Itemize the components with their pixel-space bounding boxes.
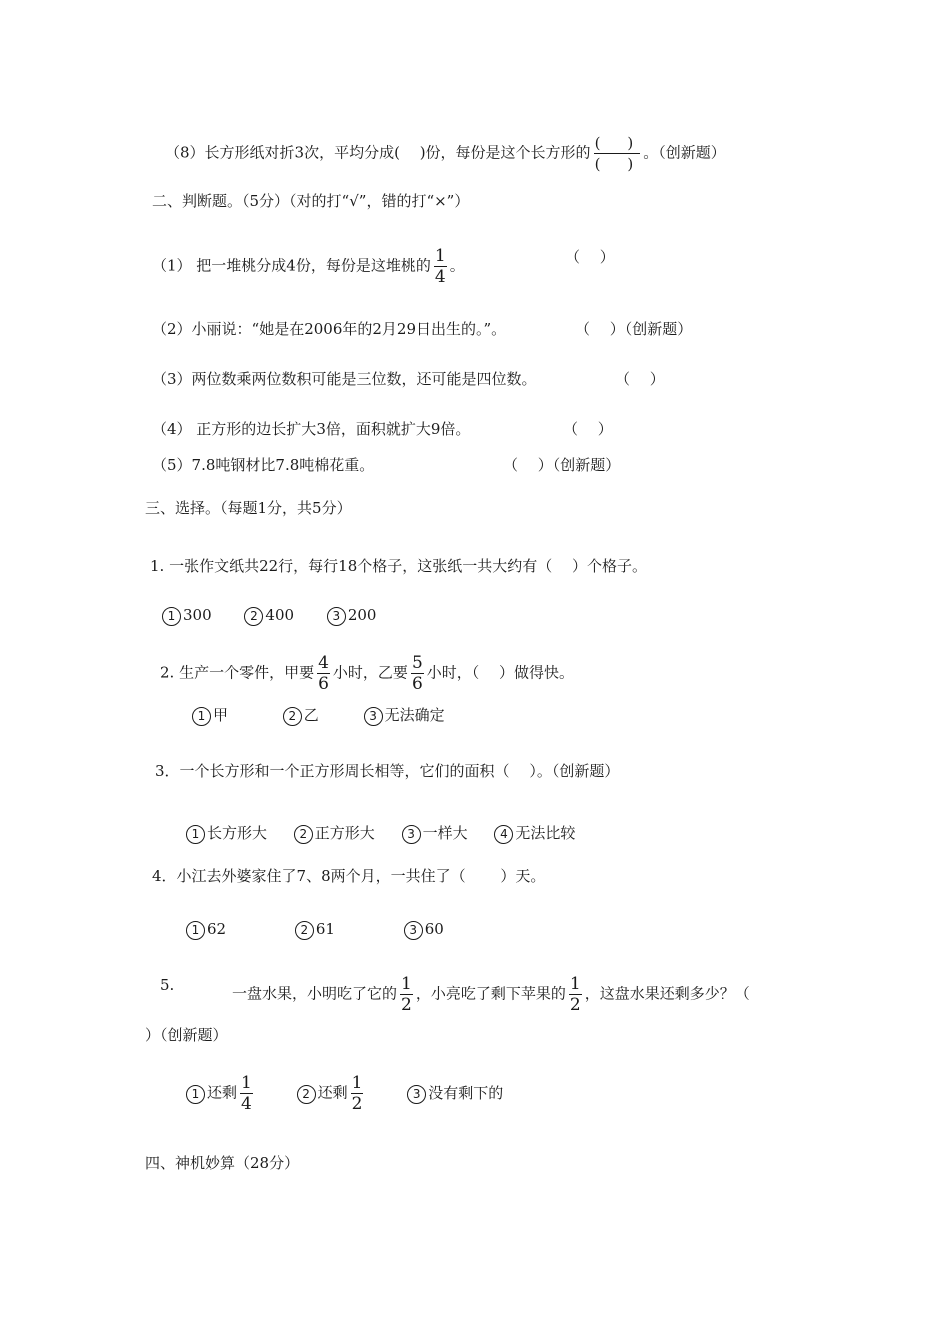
q8-text: （8）长方形纸对折3次，平均分成( )份，每份是这个长方形的: [165, 143, 591, 162]
section4-title: 四、神机妙算（28分）: [145, 1154, 300, 1172]
circle-number-icon: 3: [407, 1085, 426, 1104]
option[interactable]: 3 60: [404, 919, 444, 940]
option[interactable]: 3 无法确定: [364, 705, 445, 726]
choice-q5: 一盘水果，小明吃了它的 $\frac{1}{2}$ ，小亮吃了剩下苹果的 $\frac{1}{2}$ ，这盘水果还剩多少？（: [232, 974, 750, 1015]
circle-number-icon: 4: [494, 825, 513, 844]
section2-title: 二、判断题。（5分）（对的打“√”，错的打“×”）: [152, 192, 470, 210]
circle-number-icon: 1: [162, 607, 181, 626]
q8-tail: 。（创新题）: [643, 143, 726, 162]
judge-answer-1[interactable]: （ ）: [565, 248, 615, 266]
q5-fraction-a: $\frac{1}{2}$: [401, 974, 412, 1015]
question-8: [165, 134, 726, 173]
q2-fraction-a: $\frac{4}{6}$: [318, 653, 329, 694]
circle-number-icon: 1: [186, 825, 205, 844]
choice-q5-continued: ）（创新题）: [145, 1026, 228, 1044]
choice-q2-options: [192, 705, 473, 726]
q5-fraction-b: $\frac{1}{2}$: [569, 974, 581, 1015]
judge-1-fraction: $\frac{1}{4}$: [434, 246, 446, 287]
circle-number-icon: 3: [404, 921, 423, 940]
judge-answer-3[interactable]: （ ）: [615, 370, 665, 388]
judge-item-1: （1） 把一堆桃分成4份，每份是这堆桃的 $\frac{1}{4}$ 。: [152, 246, 465, 287]
judge-answer-5[interactable]: （ ）（创新题）: [503, 456, 621, 474]
choice-q3-options: [186, 823, 603, 844]
q2-fraction-b: $\frac{5}{6}$: [411, 653, 423, 694]
option[interactable]: 3 200: [327, 605, 377, 626]
circle-number-icon: 3: [364, 707, 383, 726]
option[interactable]: 1 还剩 $\frac{1}{4}$: [186, 1074, 256, 1113]
circle-number-icon: 1: [186, 1085, 205, 1104]
judge-item-5: （5）7.8吨钢材比7.8吨棉花重。: [152, 456, 375, 474]
option[interactable]: 2 乙: [283, 705, 319, 726]
option[interactable]: 2 还剩 $\frac{1}{2}$: [297, 1074, 367, 1113]
circle-number-icon: 3: [402, 825, 421, 844]
judge-answer-4[interactable]: （ ）: [563, 420, 613, 438]
choice-q2: 2. 生产一个零件，甲要 $\frac{4}{6}$ 小时，乙要 $\frac{5}{6}$ 小时，（ ）做得快。: [160, 653, 575, 694]
judge-answer-2[interactable]: （ ）（创新题）: [575, 320, 693, 338]
judge-item-3: （3）两位数乘两位数积可能是三位数，还可能是四位数。: [152, 370, 537, 388]
circle-number-icon: 1: [192, 707, 211, 726]
choice-q5-options: [186, 1074, 531, 1113]
section3-title: 三、选择。（每题1分，共5分）: [145, 499, 352, 517]
q8-fraction: $\frac{( )}{( )}$: [594, 134, 640, 173]
choice-q3: 3．一个长方形和一个正方形周长相等，它们的面积（ ）。（创新题）: [155, 762, 620, 780]
circle-number-icon: 1: [186, 921, 205, 940]
circle-number-icon: 2: [244, 607, 263, 626]
choice-q5-number: 5.: [160, 976, 175, 994]
circle-number-icon: 2: [295, 921, 314, 940]
circle-number-icon: 2: [283, 707, 302, 726]
option[interactable]: 2 正方形大: [294, 823, 375, 844]
option[interactable]: 1 62: [186, 919, 226, 940]
option[interactable]: 2 61: [295, 919, 335, 940]
circle-number-icon: 3: [327, 607, 346, 626]
option[interactable]: 3 一样大: [402, 823, 468, 844]
choice-q1: 1. 一张作文纸共22行，每行18个格子，这张纸一共大约有（ ）个格子。: [150, 557, 648, 575]
option[interactable]: 1 甲: [192, 705, 228, 726]
option[interactable]: 1 300: [162, 605, 212, 626]
judge-item-2: （2）小丽说：“她是在2006年的2月29日出生的。”。: [152, 320, 507, 338]
circle-number-icon: 2: [294, 825, 313, 844]
option[interactable]: 4 无法比较: [494, 823, 575, 844]
choice-q4: 4．小江去外婆家住了7、8两个月，一共住了（ ）天。: [152, 867, 546, 885]
choice-q1-options: [162, 605, 404, 626]
option[interactable]: 2 400: [244, 605, 294, 626]
choice-q4-options: [186, 919, 472, 940]
option[interactable]: 3 没有剩下的: [407, 1083, 503, 1104]
judge-item-4: （4） 正方形的边长扩大3倍，面积就扩大9倍。: [152, 420, 471, 438]
circle-number-icon: 2: [297, 1085, 316, 1104]
option[interactable]: 1 长方形大: [186, 823, 267, 844]
